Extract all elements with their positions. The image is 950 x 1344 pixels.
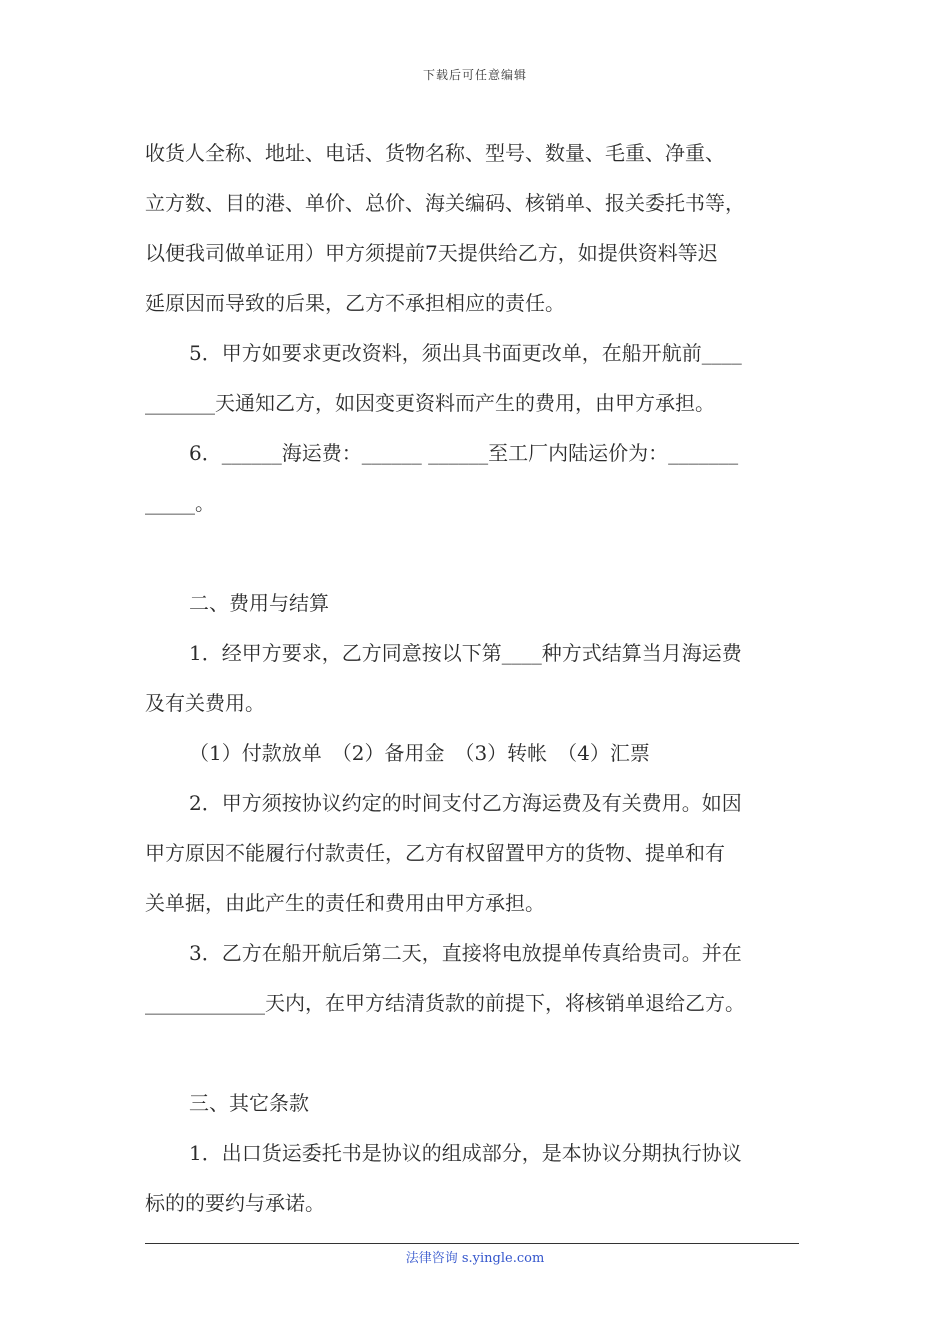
clause-6: 6．______海运费：______ ______至工厂内陆运价为：_______	[189, 441, 739, 465]
spacer	[145, 1028, 805, 1078]
clause-3: 3．乙方在船开航后第二天，直接将电放提单传真给贵司。并在	[189, 941, 742, 965]
footer-divider	[145, 1243, 799, 1244]
clause-2: 2．甲方须按协议约定的时间支付乙方海运费及有关费用。如因	[189, 791, 742, 815]
text-line: 标的的要约与承诺。	[145, 1191, 325, 1215]
payment-options: （1）付款放单 （2）备用金 （3）转帐 （4）汇票	[189, 741, 650, 765]
text-line: 以便我司做单证用）甲方须提前7天提供给乙方，如提供资料等迟	[145, 241, 718, 265]
page-header: 下载后可任意编辑	[422, 68, 527, 82]
text-line: 甲方原因不能履行付款责任，乙方有权留置甲方的货物、提单和有	[145, 841, 725, 865]
document-body	[145, 128, 805, 1228]
spacer	[145, 528, 805, 578]
clause-1: 1．出口货运委托书是协议的组成部分，是本协议分期执行协议	[189, 1141, 742, 1165]
text-line: _____。	[145, 491, 215, 515]
text-line: ____________天内，在甲方结清货款的前提下，将核销单退给乙方。	[145, 991, 745, 1015]
text-line: 延原因而导致的后果，乙方不承担相应的责任。	[145, 291, 565, 315]
clause-1: 1．经甲方要求，乙方同意按以下第____种方式结算当月海运费	[189, 641, 742, 665]
text-line: 收货人全称、地址、电话、货物名称、型号、数量、毛重、净重、	[145, 141, 725, 165]
text-line: 立方数、目的港、单价、总价、海关编码、核销单、报关委托书等，	[145, 191, 745, 215]
footer-link[interactable]: 法律咨询 s.yingle.com	[405, 1251, 545, 1266]
section-heading-other: 三、其它条款	[189, 1091, 309, 1115]
page-footer	[0, 1247, 950, 1266]
section-heading-fees: 二、费用与结算	[189, 591, 329, 615]
text-line: _______天通知乙方，如因变更资料而产生的费用，由甲方承担。	[145, 391, 715, 415]
clause-5: 5．甲方如要求更改资料，须出具书面更改单，在船开航前____	[189, 341, 742, 365]
text-line: 及有关费用。	[145, 691, 265, 715]
text-line: 关单据，由此产生的责任和费用由甲方承担。	[145, 891, 545, 915]
